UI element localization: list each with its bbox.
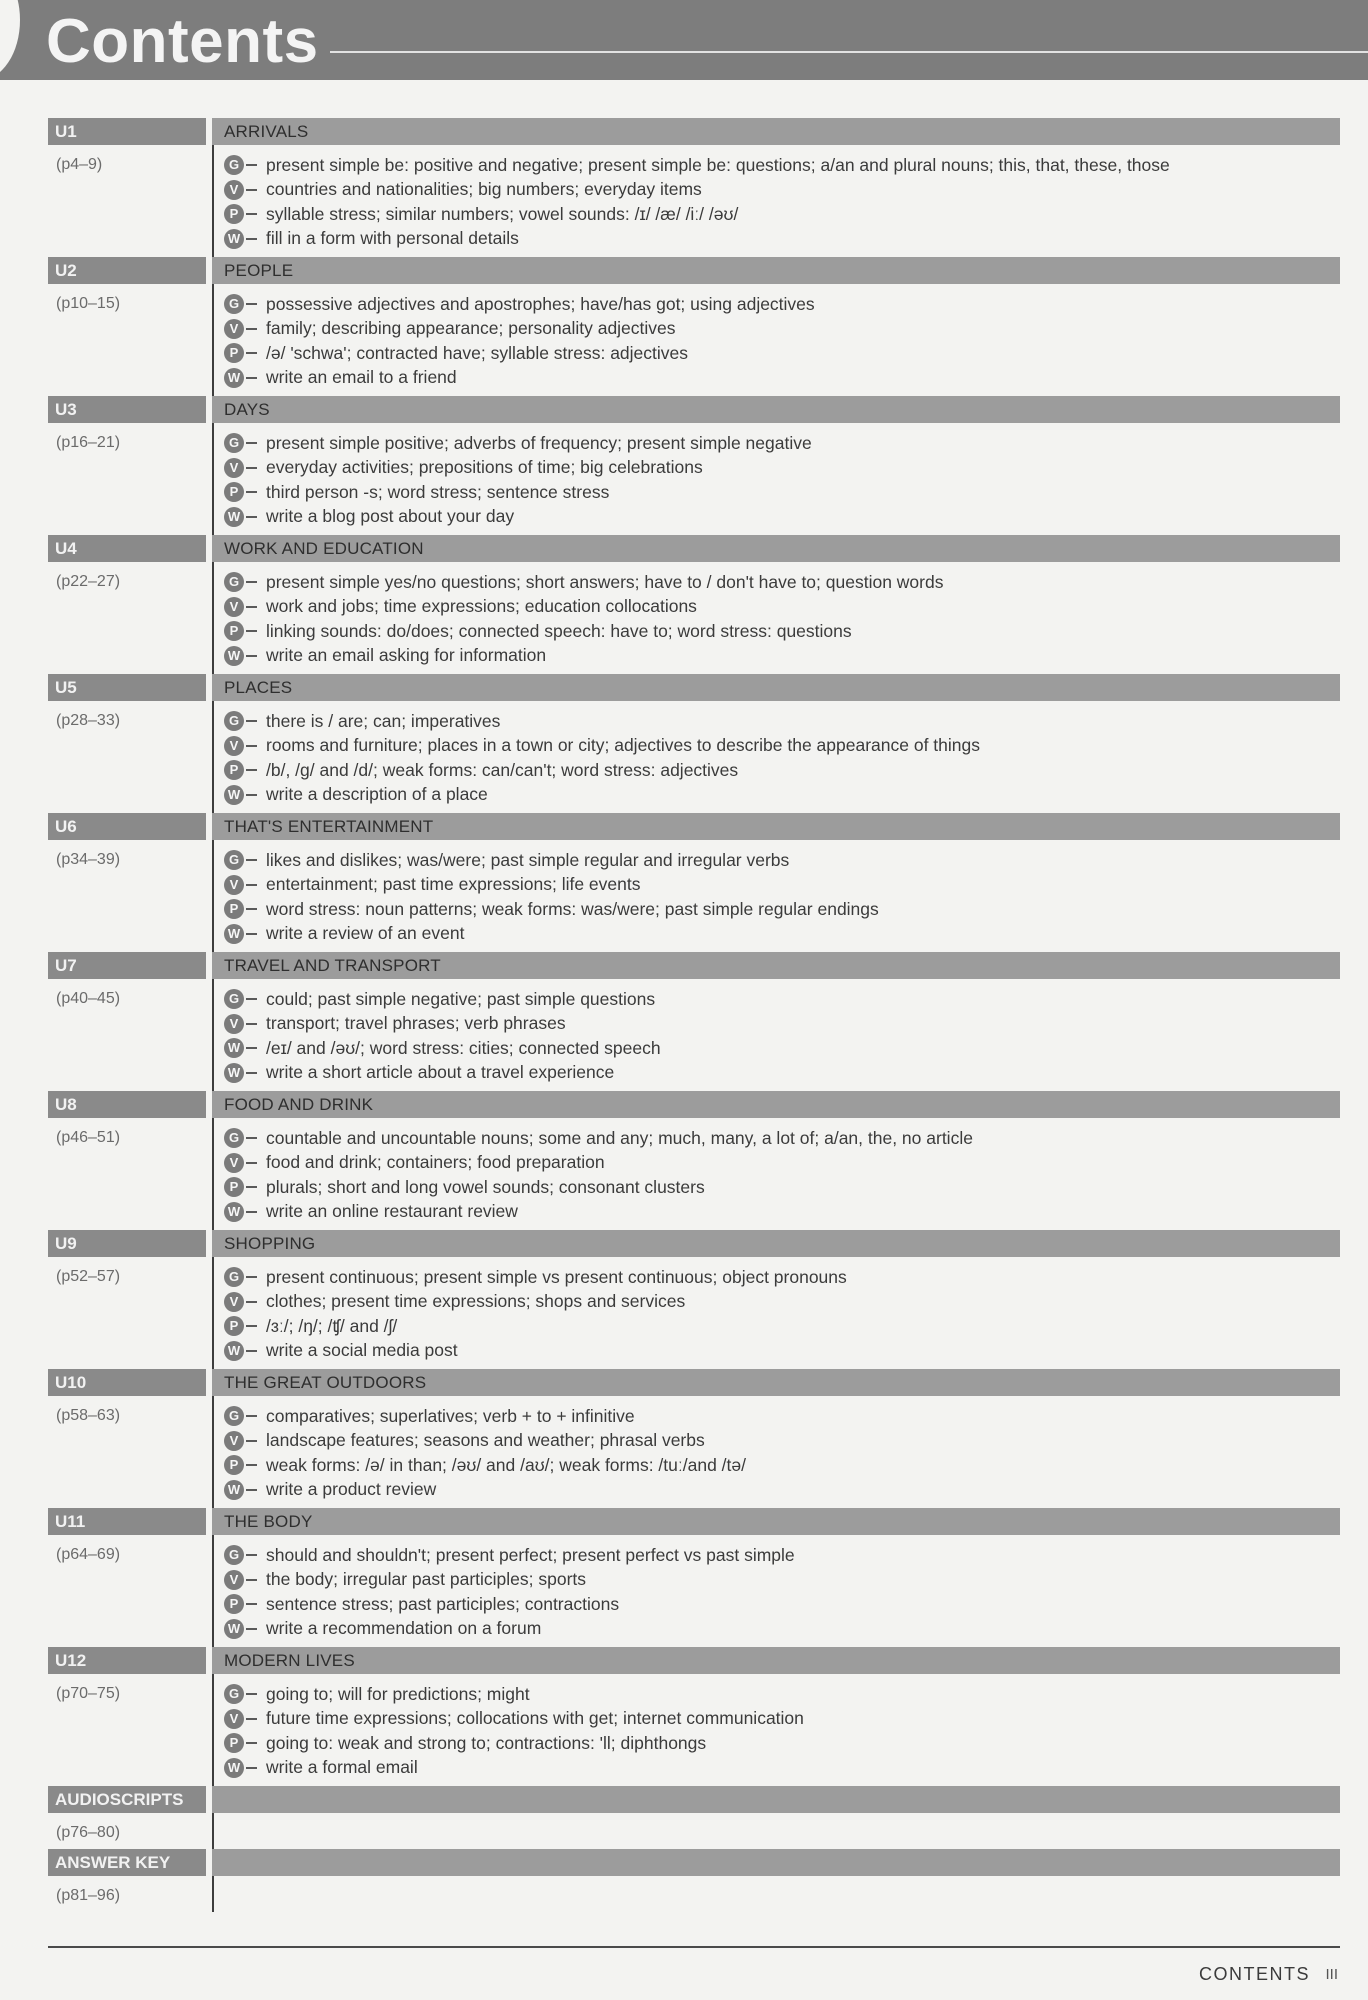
- skill-item: [224, 570, 1340, 595]
- skill-badge: W: [224, 1063, 244, 1083]
- skill-badge: G: [224, 1684, 244, 1704]
- unit-section: [48, 257, 1340, 396]
- extra-pages: (p81–96): [56, 1887, 121, 1904]
- skill-badge: G: [224, 1128, 244, 1148]
- skill-text: going to: weak and strong to; contractions: 'll; diphthongs: [266, 1732, 707, 1753]
- unit-header: [48, 674, 1340, 701]
- unit-body: [48, 145, 1340, 257]
- skill-dash: [246, 1464, 257, 1466]
- skill-badge: G: [224, 711, 244, 731]
- skill-badge: P: [224, 1594, 244, 1614]
- unit-code: U1: [48, 118, 206, 145]
- unit-header: [48, 1230, 1340, 1257]
- skill-dash: [246, 1767, 257, 1769]
- extra-body: [48, 1876, 1340, 1912]
- skill-text: countries and nationalities; big numbers; everyday items: [266, 179, 702, 200]
- unit-pages: (p4–9): [56, 156, 103, 173]
- skill-item: [224, 202, 1340, 227]
- unit-items: [212, 145, 1340, 257]
- skill-dash: [246, 352, 257, 354]
- skill-item: [224, 1592, 1340, 1617]
- extra-title-bar: [212, 1786, 1340, 1813]
- unit-pages: (p46–51): [56, 1129, 121, 1146]
- unit-section: [48, 396, 1340, 535]
- skill-text: should and shouldn't; present perfect; present perfect vs past simple: [266, 1544, 795, 1565]
- skill-item: [224, 1617, 1340, 1642]
- skill-badge: P: [224, 1316, 244, 1336]
- skill-badge: V: [224, 1292, 244, 1312]
- skill-badge: G: [224, 155, 244, 175]
- skill-badge: W: [224, 229, 244, 249]
- unit-items: [212, 562, 1340, 674]
- unit-section: [48, 1508, 1340, 1647]
- skill-item: [224, 1175, 1340, 1200]
- unit-title: MODERN LIVES: [212, 1647, 1340, 1674]
- unit-pages: (p34–39): [56, 851, 121, 868]
- skill-badge: P: [224, 1455, 244, 1475]
- unit-title: SHOPPING: [212, 1230, 1340, 1257]
- skill-text: the body; irregular past participles; sports: [266, 1569, 587, 1590]
- skill-text: there is / are; can; imperatives: [266, 710, 501, 731]
- skill-badge: G: [224, 1267, 244, 1287]
- extra-body: [48, 1813, 1340, 1849]
- unit-items: [212, 701, 1340, 813]
- skill-text: possessive adjectives and apostrophes; have/has got; using adjectives: [266, 293, 815, 314]
- skill-dash: [246, 1211, 257, 1213]
- skill-item: [224, 987, 1340, 1012]
- unit-body: [48, 284, 1340, 396]
- skill-dash: [246, 1350, 257, 1352]
- skill-item: [224, 1429, 1340, 1454]
- skill-item: [224, 456, 1340, 481]
- unit-items: [212, 1118, 1340, 1230]
- skill-text: countable and uncountable nouns; some and any; much, many, a lot of; a/an, the, no article: [266, 1127, 973, 1148]
- extra-code: AUDIOSCRIPTS: [48, 1786, 206, 1813]
- skill-dash: [246, 238, 257, 240]
- skill-text: food and drink; containers; food preparation: [266, 1152, 605, 1173]
- skill-item: [224, 848, 1340, 873]
- skill-dash: [246, 1742, 257, 1744]
- unit-header: [48, 1647, 1340, 1674]
- skill-text: landscape features; seasons and weather; phrasal verbs: [266, 1430, 705, 1451]
- skill-item: [224, 1568, 1340, 1593]
- skill-item: [224, 709, 1340, 734]
- skill-text: write a social media post: [266, 1340, 458, 1361]
- skill-dash: [246, 467, 257, 469]
- skill-badge: G: [224, 1545, 244, 1565]
- unit-items: [212, 1396, 1340, 1508]
- skill-item: [224, 922, 1340, 947]
- unit-body: [48, 1674, 1340, 1786]
- skill-dash: [246, 884, 257, 886]
- unit-section: [48, 813, 1340, 952]
- skill-badge: W: [224, 1038, 244, 1058]
- skill-badge: W: [224, 1341, 244, 1361]
- skill-item: [224, 1543, 1340, 1568]
- unit-code: U3: [48, 396, 206, 423]
- skill-badge: V: [224, 1431, 244, 1451]
- title-bar: [0, 0, 1368, 80]
- skill-badge: G: [224, 294, 244, 314]
- skill-text: word stress: noun patterns; weak forms: was/were; past simple regular endings: [266, 898, 879, 919]
- unit-items: [212, 840, 1340, 952]
- skill-text: write an email to a friend: [266, 367, 457, 388]
- skill-badge: W: [224, 1202, 244, 1222]
- skill-item: [224, 1731, 1340, 1756]
- extra-title-bar: [212, 1849, 1340, 1876]
- unit-body: [48, 423, 1340, 535]
- skill-text: comparatives; superlatives; verb + to + infinitive: [266, 1405, 635, 1426]
- skill-item: [224, 341, 1340, 366]
- skill-dash: [246, 1047, 257, 1049]
- skill-item: [224, 153, 1340, 178]
- skill-item: [224, 595, 1340, 620]
- skill-item: [224, 873, 1340, 898]
- extra-header: [48, 1786, 1340, 1813]
- skill-dash: [246, 1072, 257, 1074]
- unit-code: U10: [48, 1369, 206, 1396]
- skill-text: rooms and furniture; places in a town or city; adjectives to describe the appearance of things: [266, 735, 981, 756]
- unit-title: PEOPLE: [212, 257, 1340, 284]
- skill-text: weak forms: /ə/ in than; /əʊ/ and /aʊ/; weak forms: /tuː/and /tə/: [266, 1454, 746, 1475]
- unit-section: [48, 1647, 1340, 1786]
- skill-badge: G: [224, 850, 244, 870]
- unit-items: [212, 423, 1340, 535]
- skill-dash: [246, 859, 257, 861]
- unit-title: DAYS: [212, 396, 1340, 423]
- unit-section: [48, 1230, 1340, 1369]
- skill-badge: V: [224, 597, 244, 617]
- skill-dash: [246, 189, 257, 191]
- skill-item: [224, 758, 1340, 783]
- skill-text: write a blog post about your day: [266, 506, 515, 527]
- skill-text: future time expressions; collocations with get; internet communication: [266, 1708, 804, 1729]
- skill-item: [224, 317, 1340, 342]
- footer-rule: [48, 1946, 1340, 1948]
- skill-text: fill in a form with personal details: [266, 228, 519, 249]
- unit-body: [48, 701, 1340, 813]
- unit-header: [48, 257, 1340, 284]
- unit-pages: (p22–27): [56, 573, 121, 590]
- extra-items: [212, 1876, 1340, 1912]
- contents-list: [48, 118, 1340, 1912]
- unit-title: THAT'S ENTERTAINMENT: [212, 813, 1340, 840]
- skill-item: [224, 227, 1340, 252]
- skill-dash: [246, 164, 257, 166]
- skill-dash: [246, 1137, 257, 1139]
- skill-dash: [246, 1579, 257, 1581]
- unit-header: [48, 535, 1340, 562]
- unit-title: THE GREAT OUTDOORS: [212, 1369, 1340, 1396]
- skill-badge: P: [224, 621, 244, 641]
- skill-dash: [246, 908, 257, 910]
- skill-badge: W: [224, 368, 244, 388]
- extra-items: [212, 1813, 1340, 1849]
- unit-title: TRAVEL AND TRANSPORT: [212, 952, 1340, 979]
- skill-badge: W: [224, 1480, 244, 1500]
- unit-code: U11: [48, 1508, 206, 1535]
- skill-item: [224, 1126, 1340, 1151]
- skill-text: entertainment; past time expressions; life events: [266, 874, 641, 895]
- footer-label: CONTENTS: [1199, 1964, 1310, 1984]
- skill-text: going to; will for predictions; might: [266, 1683, 530, 1704]
- skill-item: [224, 1265, 1340, 1290]
- unit-body: [48, 1535, 1340, 1647]
- unit-header: [48, 396, 1340, 423]
- skill-dash: [246, 328, 257, 330]
- skill-item: [224, 783, 1340, 808]
- skill-dash: [246, 1415, 257, 1417]
- skill-dash: [246, 1276, 257, 1278]
- skill-badge: P: [224, 1733, 244, 1753]
- title-rule: [330, 51, 1368, 53]
- unit-body: [48, 1257, 1340, 1369]
- skill-dash: [246, 606, 257, 608]
- skill-badge: G: [224, 433, 244, 453]
- unit-title: FOOD AND DRINK: [212, 1091, 1340, 1118]
- skill-text: present simple be: positive and negative; present simple be: questions; a/an and plural nouns; this, that, these, those: [266, 154, 1170, 175]
- skill-text: write a review of an event: [266, 923, 465, 944]
- skill-text: could; past simple negative; past simple questions: [266, 988, 656, 1009]
- skill-text: write an email asking for information: [266, 645, 547, 666]
- skill-item: [224, 619, 1340, 644]
- extra-section: [48, 1849, 1340, 1912]
- skill-badge: V: [224, 1014, 244, 1034]
- skill-item: [224, 1314, 1340, 1339]
- skill-dash: [246, 1489, 257, 1491]
- unit-title: THE BODY: [212, 1508, 1340, 1535]
- skill-text: write a product review: [266, 1479, 437, 1500]
- skill-dash: [246, 1325, 257, 1327]
- unit-items: [212, 284, 1340, 396]
- skill-dash: [246, 581, 257, 583]
- unit-header: [48, 118, 1340, 145]
- skill-item: [224, 480, 1340, 505]
- unit-header: [48, 1091, 1340, 1118]
- page-title: Contents: [46, 7, 319, 76]
- skill-dash: [246, 1603, 257, 1605]
- skill-badge: W: [224, 507, 244, 527]
- unit-section: [48, 1091, 1340, 1230]
- skill-item: [224, 897, 1340, 922]
- skill-badge: P: [224, 343, 244, 363]
- unit-pages: (p64–69): [56, 1546, 121, 1563]
- skill-dash: [246, 516, 257, 518]
- skill-dash: [246, 1440, 257, 1442]
- skill-item: [224, 1339, 1340, 1364]
- unit-items: [212, 1535, 1340, 1647]
- skill-dash: [246, 720, 257, 722]
- skill-dash: [246, 1023, 257, 1025]
- skill-dash: [246, 1718, 257, 1720]
- skill-badge: P: [224, 760, 244, 780]
- skill-badge: G: [224, 572, 244, 592]
- skill-badge: V: [224, 875, 244, 895]
- skill-dash: [246, 303, 257, 305]
- unit-section: [48, 118, 1340, 257]
- unit-code: U6: [48, 813, 206, 840]
- title-arc: [0, 0, 20, 80]
- skill-text: family; describing appearance; personality adjectives: [266, 318, 676, 339]
- skill-dash: [246, 1628, 257, 1630]
- skill-badge: W: [224, 1758, 244, 1778]
- skill-dash: [246, 655, 257, 657]
- unit-code: U4: [48, 535, 206, 562]
- skill-text: write a short article about a travel experience: [266, 1062, 615, 1083]
- skill-item: [224, 1453, 1340, 1478]
- skill-badge: W: [224, 1619, 244, 1639]
- unit-code: U5: [48, 674, 206, 701]
- skill-badge: V: [224, 458, 244, 478]
- unit-pages: (p52–57): [56, 1268, 121, 1285]
- skill-text: present continuous; present simple vs present continuous; object pronouns: [266, 1266, 847, 1287]
- skill-badge: P: [224, 1177, 244, 1197]
- skill-text: likes and dislikes; was/were; past simple regular and irregular verbs: [266, 849, 790, 870]
- unit-body: [48, 1396, 1340, 1508]
- skill-item: [224, 366, 1340, 391]
- unit-title: PLACES: [212, 674, 1340, 701]
- skill-item: [224, 1756, 1340, 1781]
- unit-pages: (p28–33): [56, 712, 121, 729]
- skill-dash: [246, 1186, 257, 1188]
- unit-pages: (p10–15): [56, 295, 121, 312]
- skill-badge: W: [224, 785, 244, 805]
- skill-item: [224, 431, 1340, 456]
- skill-text: /ə/ 'schwa'; contracted have; syllable stress: adjectives: [266, 342, 689, 363]
- skill-item: [224, 1036, 1340, 1061]
- skill-text: write a formal email: [266, 1757, 418, 1778]
- skill-text: syllable stress; similar numbers; vowel sounds: /ɪ/ /æ/ /iː/ /əʊ/: [266, 203, 739, 224]
- unit-code: U9: [48, 1230, 206, 1257]
- skill-text: third person -s; word stress; sentence stress: [266, 481, 610, 502]
- skill-dash: [246, 442, 257, 444]
- unit-code: U12: [48, 1647, 206, 1674]
- skill-item: [224, 505, 1340, 530]
- skill-badge: V: [224, 1153, 244, 1173]
- unit-body: [48, 1118, 1340, 1230]
- skill-badge: W: [224, 646, 244, 666]
- skill-badge: G: [224, 1406, 244, 1426]
- skill-text: transport; travel phrases; verb phrases: [266, 1013, 566, 1034]
- unit-section: [48, 535, 1340, 674]
- skill-text: /b/, /g/ and /d/; weak forms: can/can't; word stress: adjectives: [266, 759, 739, 780]
- unit-body: [48, 562, 1340, 674]
- unit-code: U2: [48, 257, 206, 284]
- skill-text: clothes; present time expressions; shops and services: [266, 1291, 686, 1312]
- skill-text: write a recommendation on a forum: [266, 1618, 542, 1639]
- skill-text: everyday activities; prepositions of time; big celebrations: [266, 457, 703, 478]
- unit-pages: (p40–45): [56, 990, 121, 1007]
- unit-body: [48, 979, 1340, 1091]
- skill-text: work and jobs; time expressions; education collocations: [266, 596, 697, 617]
- skill-item: [224, 178, 1340, 203]
- unit-title: ARRIVALS: [212, 118, 1340, 145]
- skill-dash: [246, 745, 257, 747]
- skill-dash: [246, 1554, 257, 1556]
- unit-pages: (p16–21): [56, 434, 121, 451]
- skill-item: [224, 1404, 1340, 1429]
- skill-item: [224, 1478, 1340, 1503]
- skill-text: linking sounds: do/does; connected speech: have to; word stress: questions: [266, 620, 852, 641]
- skill-dash: [246, 933, 257, 935]
- skill-item: [224, 1012, 1340, 1037]
- skill-dash: [246, 630, 257, 632]
- skill-badge: V: [224, 1709, 244, 1729]
- unit-header: [48, 952, 1340, 979]
- skill-item: [224, 1290, 1340, 1315]
- unit-section: [48, 952, 1340, 1091]
- page-number: III: [1325, 1966, 1338, 1983]
- skill-dash: [246, 769, 257, 771]
- skill-text: /eɪ/ and /əʊ/; word stress: cities; connected speech: [266, 1037, 661, 1058]
- skill-item: [224, 292, 1340, 317]
- unit-items: [212, 1257, 1340, 1369]
- skill-dash: [246, 1162, 257, 1164]
- skill-dash: [246, 1693, 257, 1695]
- skill-dash: [246, 213, 257, 215]
- skill-text: /ɜː/; /ŋ/; /ʧ/ and /ʃ/: [266, 1315, 398, 1336]
- unit-header: [48, 1508, 1340, 1535]
- extra-pages: (p76–80): [56, 1824, 121, 1841]
- skill-item: [224, 1200, 1340, 1225]
- unit-header: [48, 813, 1340, 840]
- skill-badge: P: [224, 204, 244, 224]
- skill-text: plurals; short and long vowel sounds; consonant clusters: [266, 1176, 705, 1197]
- skill-badge: V: [224, 319, 244, 339]
- unit-header: [48, 1369, 1340, 1396]
- unit-pages: (p70–75): [56, 1685, 121, 1702]
- unit-code: U8: [48, 1091, 206, 1118]
- extra-code: ANSWER KEY: [48, 1849, 206, 1876]
- skill-dash: [246, 1301, 257, 1303]
- skill-item: [224, 644, 1340, 669]
- skill-text: write an online restaurant review: [266, 1201, 518, 1222]
- skill-badge: G: [224, 989, 244, 1009]
- unit-pages: (p58–63): [56, 1407, 121, 1424]
- skill-item: [224, 1707, 1340, 1732]
- skill-item: [224, 1682, 1340, 1707]
- skill-item: [224, 1151, 1340, 1176]
- extra-header: [48, 1849, 1340, 1876]
- skill-badge: P: [224, 482, 244, 502]
- unit-title: WORK AND EDUCATION: [212, 535, 1340, 562]
- unit-section: [48, 674, 1340, 813]
- skill-text: write a description of a place: [266, 784, 488, 805]
- skill-dash: [246, 794, 257, 796]
- unit-items: [212, 979, 1340, 1091]
- skill-badge: V: [224, 180, 244, 200]
- skill-badge: W: [224, 924, 244, 944]
- unit-section: [48, 1369, 1340, 1508]
- extra-section: [48, 1786, 1340, 1849]
- skill-badge: V: [224, 1570, 244, 1590]
- skill-item: [224, 1061, 1340, 1086]
- skill-item: [224, 734, 1340, 759]
- skill-badge: V: [224, 736, 244, 756]
- skill-dash: [246, 377, 257, 379]
- unit-items: [212, 1674, 1340, 1786]
- unit-code: U7: [48, 952, 206, 979]
- skill-text: present simple positive; adverbs of frequency; present simple negative: [266, 432, 812, 453]
- skill-dash: [246, 491, 257, 493]
- skill-text: present simple yes/no questions; short answers; have to / don't have to; question words: [266, 571, 944, 592]
- unit-body: [48, 840, 1340, 952]
- skill-text: sentence stress; past participles; contractions: [266, 1593, 620, 1614]
- skill-badge: P: [224, 899, 244, 919]
- skill-dash: [246, 998, 257, 1000]
